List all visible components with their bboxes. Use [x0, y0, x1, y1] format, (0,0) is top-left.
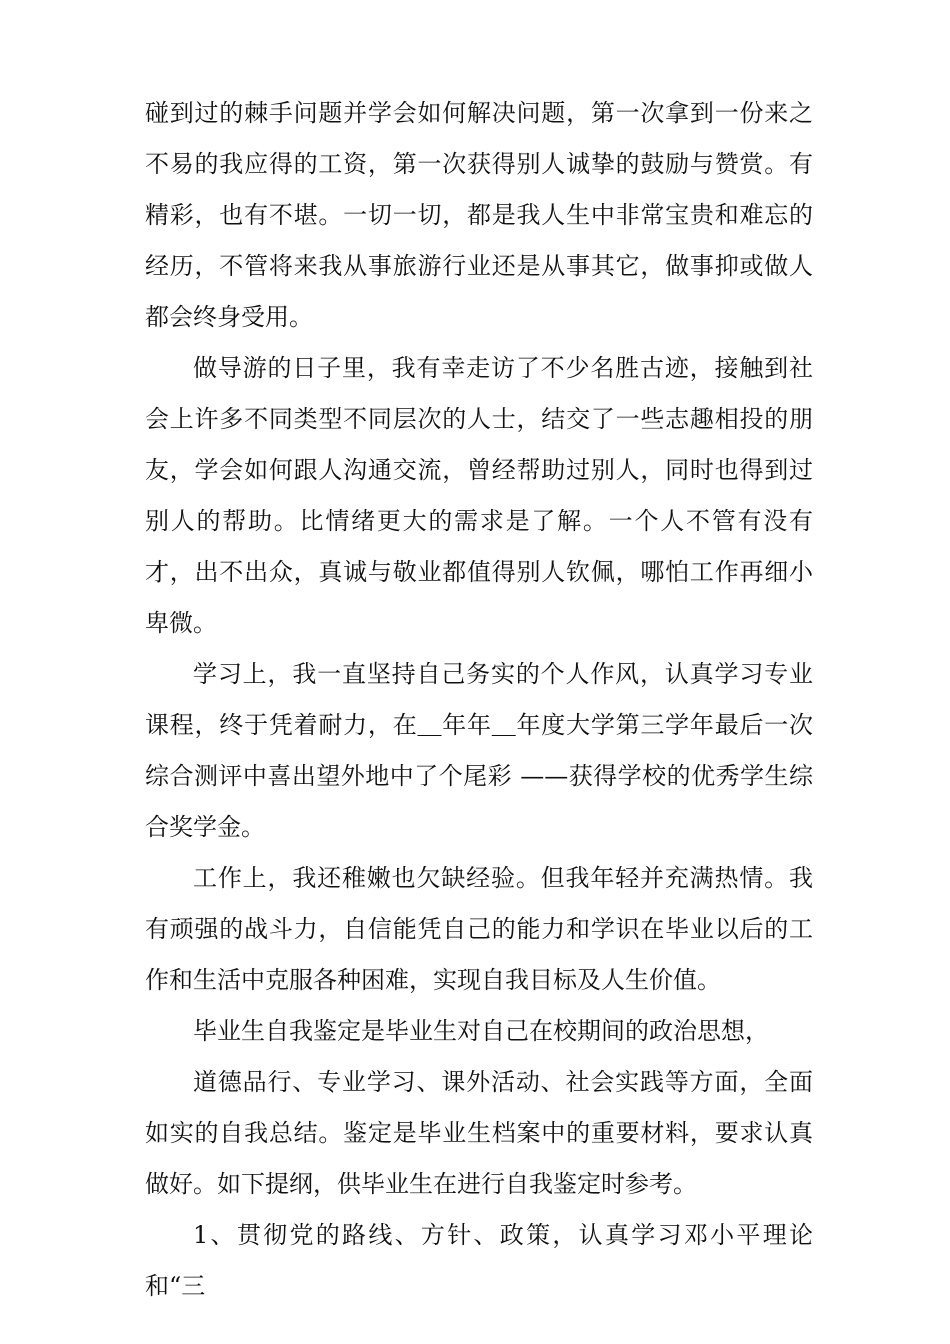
document-body: [145, 88, 813, 1312]
paragraph-3: 学习上，我一直坚持自己务实的个人作风，认真学习专业课程，终于凭着耐力，在＿年年＿年度大学第三学年最后一次综合测评中喜出望外地中了个尾彩 ——获得学校的优秀学生综合奖学金。: [145, 660, 813, 841]
paragraph-6: 道德品行、专业学习、课外活动、社会实践等方面，全面如实的自我总结。鉴定是毕业生档案中的重要材料，要求认真做好。如下提纲，供毕业生在进行自我鉴定时参考。: [145, 1068, 813, 1198]
paragraph-1: 碰到过的棘手问题并学会如何解决问题，第一次拿到一份来之不易的我应得的工资，第一次获得别人诚挚的鼓励与赞赏。有精彩，也有不堪。一切一切，都是我人生中非常宝贵和难忘的经历，不管将来我从事旅游行业还是从事其它，做事抑或做人都会终身受用。: [145, 99, 813, 331]
paragraph-2: 做导游的日子里，我有幸走访了不少名胜古迹，接触到社会上许多不同类型不同层次的人士，结交了一些志趣相投的朋友，学会如何跟人沟通交流，曾经帮助过别人，同时也得到过别人的帮助。比情绪更大的需求是了解。一个人不管有没有才，出不出众，真诚与敬业都值得别人钦佩，哪怕工作再细小卑微。: [145, 354, 813, 637]
paragraph-4: 工作上，我还稚嫩也欠缺经验。但我年轻并充满热情。我有顽强的战斗力，自信能凭自己的能力和学识在毕业以后的工作和生活中克服各种困难，实现自我目标及人生价值。: [145, 864, 813, 994]
paragraph-5: 毕业生自我鉴定是毕业生对自己在校期间的政治思想，: [193, 1017, 769, 1045]
paragraph-7: 1、贯彻党的路线、方针、政策，认真学习邓小平理论和“三: [145, 1221, 813, 1300]
